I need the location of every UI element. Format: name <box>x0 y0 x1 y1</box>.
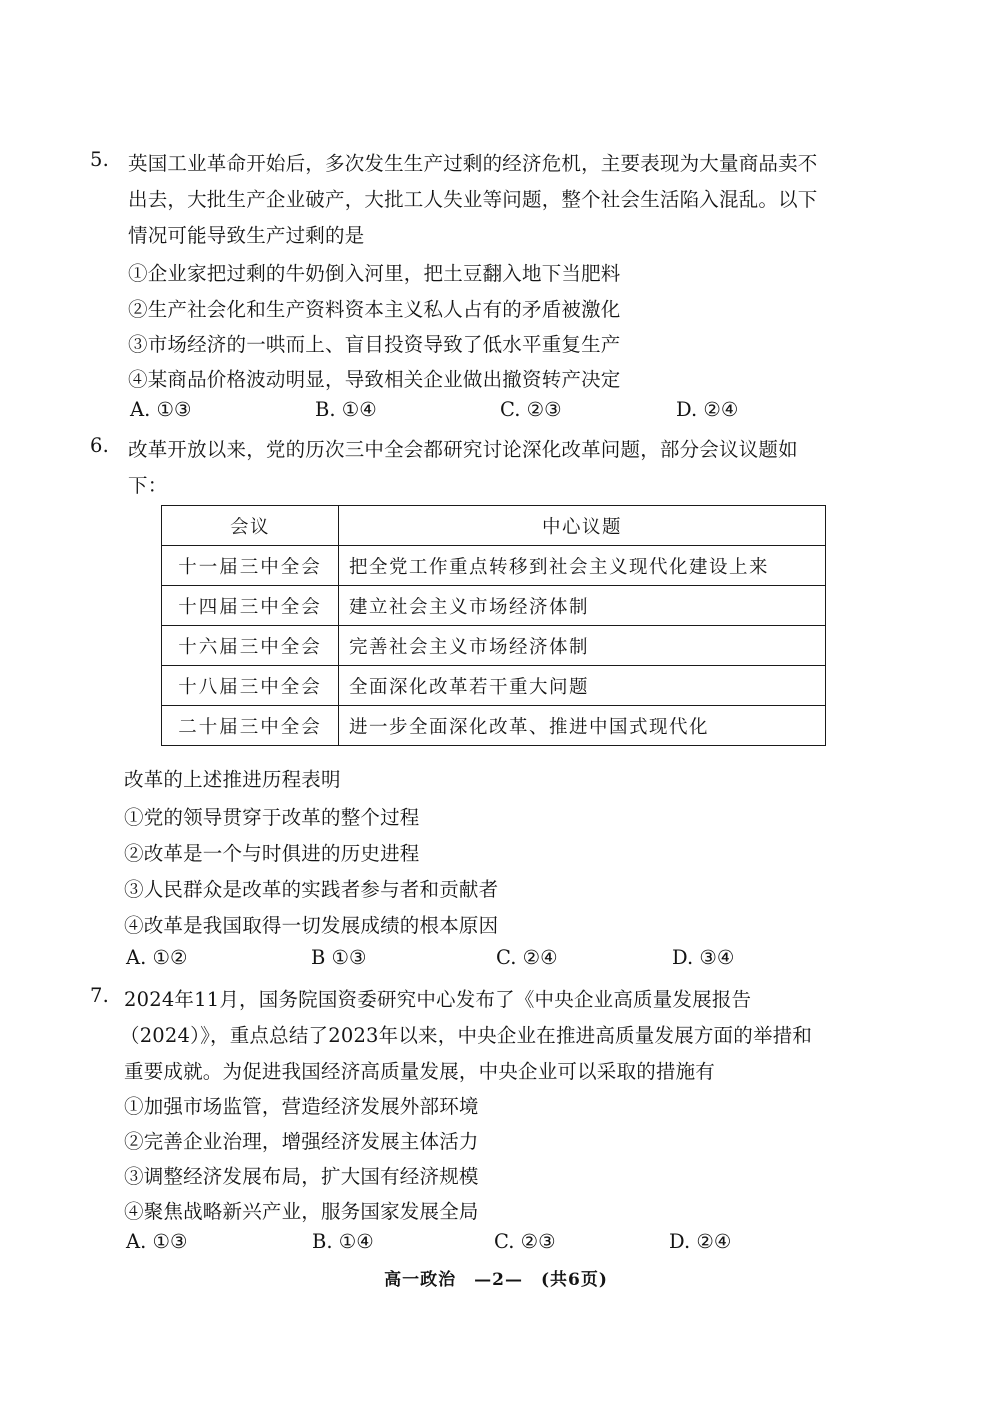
table-header: 中心议题 <box>339 506 826 546</box>
statement-item: ②改革是一个与时俱进的历史进程 <box>124 842 420 865</box>
question-prompt: 改革的上述推进历程表明 <box>124 768 341 791</box>
option-c[interactable]: C. ②③ <box>494 1230 556 1253</box>
question-stem-line: 改革开放以来，党的历次三中全会都研究讨论深化改革问题，部分会议议题如 <box>128 438 798 461</box>
table-row <box>162 626 826 666</box>
table-cell-meeting: 二十届三中全会 <box>162 706 339 746</box>
table-cell-meeting: 十六届三中全会 <box>162 626 339 666</box>
statement-item: ③人民群众是改革的实践者参与者和贡献者 <box>124 878 499 901</box>
table-cell-meeting: 十四届三中全会 <box>162 586 339 626</box>
question-number: 5. <box>90 148 110 171</box>
table-row <box>162 666 826 706</box>
table-header-row <box>162 506 826 546</box>
option-d[interactable]: D. ②④ <box>669 1230 732 1253</box>
question-stem-line: 下： <box>128 474 168 497</box>
table-row <box>162 546 826 586</box>
statement-item: ②生产社会化和生产资料资本主义私人占有的矛盾被激化 <box>128 298 621 321</box>
option-d[interactable]: D. ②④ <box>676 398 739 421</box>
question-stem-line: 重要成就。为促进我国经济高质量发展，中央企业可以采取的措施有 <box>124 1060 716 1083</box>
table-header: 会议 <box>162 506 339 546</box>
statement-item: ③市场经济的一哄而上、盲目投资导致了低水平重复生产 <box>128 333 621 356</box>
statement-item: ④改革是我国取得一切发展成绩的根本原因 <box>124 914 499 937</box>
option-a[interactable]: A. ①③ <box>126 1230 188 1253</box>
option-b[interactable]: B. ①④ <box>312 1230 374 1253</box>
table-cell-topic: 把全党工作重点转移到社会主义现代化建设上来 <box>339 546 826 586</box>
statement-item: ④某商品价格波动明显，导致相关企业做出撤资转产决定 <box>128 368 621 391</box>
statement-item: ①加强市场监管，营造经济发展外部环境 <box>124 1095 479 1118</box>
page-footer: 高一政治 —2— (共6页) <box>384 1270 608 1290</box>
option-c[interactable]: C. ②④ <box>496 946 558 969</box>
table-cell-meeting: 十一届三中全会 <box>162 546 339 586</box>
question-number: 7. <box>90 984 110 1007</box>
table-cell-topic: 全面深化改革若干重大问题 <box>339 666 826 706</box>
option-c[interactable]: C. ②③ <box>500 398 562 421</box>
table-row <box>162 706 826 746</box>
option-b[interactable]: B. ①④ <box>315 398 377 421</box>
statement-item: ①党的领导贯穿于改革的整个过程 <box>124 806 420 829</box>
table-row <box>162 586 826 626</box>
table-cell-topic: 建立社会主义市场经济体制 <box>339 586 826 626</box>
statement-item: ③调整经济发展布局，扩大国有经济规模 <box>124 1165 479 1188</box>
question-number: 6. <box>90 434 110 457</box>
question-stem-line: 出去，大批生产企业破产，大批工人失业等问题，整个社会生活陷入混乱。以下 <box>128 188 818 211</box>
question-stem-line: （2024）》，重点总结了2023年以来，中央企业在推进高质量发展方面的举措和 <box>120 1024 813 1047</box>
statement-item: ①企业家把过剩的牛奶倒入河里，把土豆翻入地下当肥料 <box>128 262 621 285</box>
option-d[interactable]: D. ③④ <box>672 946 735 969</box>
table-cell-topic: 完善社会主义市场经济体制 <box>339 626 826 666</box>
question-stem-line: 情况可能导致生产过剩的是 <box>128 224 365 247</box>
option-a[interactable]: A. ①③ <box>130 398 192 421</box>
meetings-table <box>161 505 826 746</box>
statement-item: ②完善企业治理，增强经济发展主体活力 <box>124 1130 479 1153</box>
question-stem-line: 2024年11月，国务院国资委研究中心发布了《中央企业高质量发展报告 <box>124 988 752 1011</box>
statement-item: ④聚焦战略新兴产业，服务国家发展全局 <box>124 1200 479 1223</box>
table-cell-topic: 进一步全面深化改革、推进中国式现代化 <box>339 706 826 746</box>
option-b[interactable]: B ①③ <box>311 946 367 969</box>
option-a[interactable]: A. ①② <box>126 946 188 969</box>
table-cell-meeting: 十八届三中全会 <box>162 666 339 706</box>
question-stem-line: 英国工业革命开始后，多次发生生产过剩的经济危机，主要表现为大量商品卖不 <box>128 152 818 175</box>
